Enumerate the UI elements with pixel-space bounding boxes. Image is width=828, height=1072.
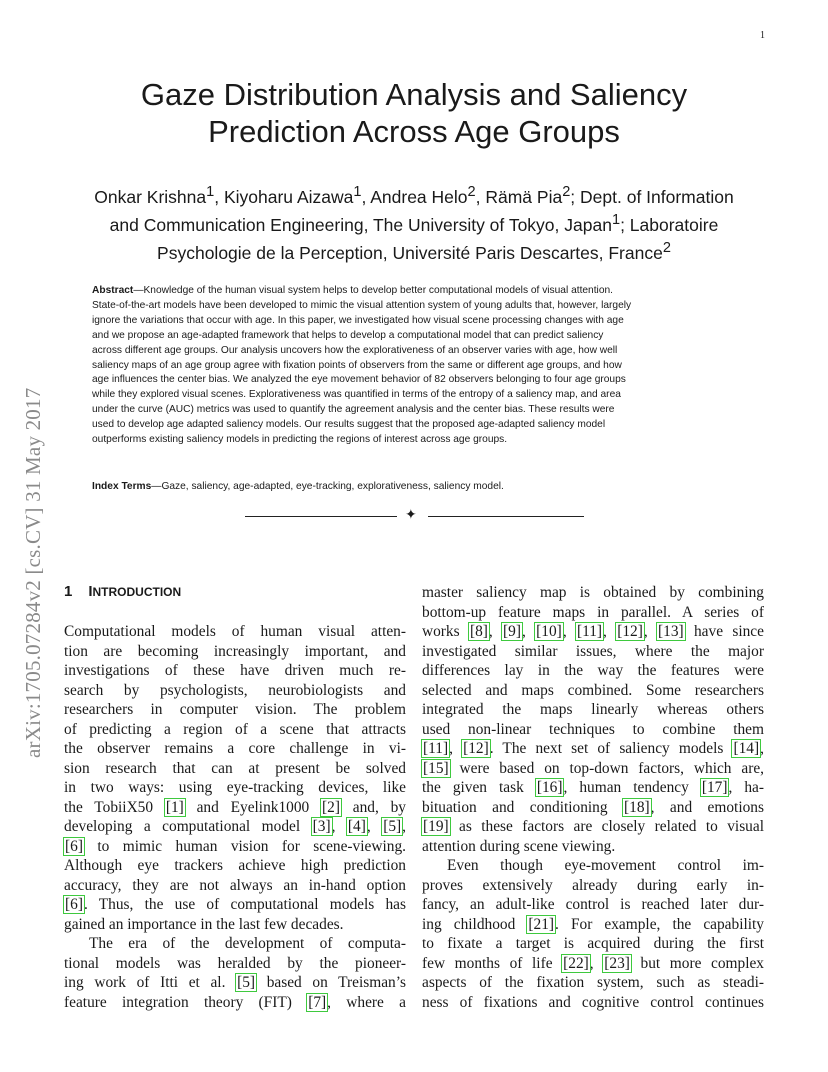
body-text: ing childhood bbox=[422, 915, 528, 933]
body-text: as these factors are closely related to visual bbox=[449, 818, 764, 835]
body-text-line bbox=[64, 661, 406, 681]
body-text: . The next set of saliency models bbox=[489, 740, 733, 757]
body-text: differences lay in the way the features were bbox=[422, 662, 764, 679]
citation-link[interactable]: [16] bbox=[536, 779, 563, 796]
citation-link[interactable]: [18] bbox=[624, 798, 650, 816]
abstract-line: age influences the center bias. We analyzed the eye movement behavior of 82 observers belonging to four age groups bbox=[92, 374, 626, 386]
body-text-line bbox=[422, 954, 764, 974]
body-text-line bbox=[422, 934, 764, 954]
body-text: , bbox=[603, 623, 617, 640]
body-text: in two ways: using eye-tracking devices, like bbox=[64, 779, 406, 796]
abstract-line: used to develop age adapted saliency models. Our results suggest that the proposed age-adapted saliency model bbox=[92, 419, 606, 431]
body-text: proves extensively already during early in- bbox=[422, 876, 764, 894]
body-text: feature integration theory (FIT) bbox=[64, 993, 308, 1011]
citation-link[interactable]: [9] bbox=[503, 623, 521, 640]
section-divider bbox=[245, 507, 584, 523]
body-text: Computational models of human visual atten- bbox=[64, 623, 406, 640]
citation-link[interactable]: [15] bbox=[423, 759, 449, 777]
citation-link[interactable]: [4] bbox=[347, 818, 366, 835]
body-text: , ha- bbox=[728, 779, 764, 796]
divider-line bbox=[245, 516, 397, 517]
body-text-line bbox=[422, 759, 764, 779]
citation-link[interactable]: [19] bbox=[423, 818, 449, 835]
abstract-line: saliency maps of an age group agree with fixation points of observers from the same or different age groups, and how bbox=[92, 359, 622, 371]
body-text: , bbox=[562, 623, 576, 640]
abstract-line: under the curve (AUC) metrics was used to quantify the agreement analysis and the center bias. These results were bbox=[92, 404, 615, 416]
body-text: , bbox=[402, 818, 406, 835]
body-text: aspects of the fixation system, such as steadi- bbox=[422, 974, 764, 991]
body-text: The era of the development of computa- bbox=[89, 935, 406, 952]
citation-link[interactable]: [3] bbox=[312, 818, 331, 835]
citation-link[interactable]: [5] bbox=[383, 818, 402, 835]
section-number: 1 bbox=[64, 583, 73, 600]
section-title-initial: I bbox=[88, 583, 93, 600]
body-text: based on Treisman’s bbox=[256, 974, 407, 991]
body-text-line bbox=[64, 856, 406, 876]
body-text: of predicting a region of a scene that attracts bbox=[64, 720, 406, 738]
body-text: , bbox=[331, 818, 347, 835]
body-text-line bbox=[64, 700, 406, 720]
body-text-line bbox=[64, 622, 406, 642]
body-text-line bbox=[64, 681, 406, 701]
body-text: Although eye trackers achieve high prediction bbox=[64, 857, 406, 874]
body-text: investigated similar issues, where the major bbox=[422, 642, 764, 660]
body-text: , and emotions bbox=[650, 798, 764, 816]
citation-link[interactable]: [2] bbox=[322, 798, 340, 816]
citation-link[interactable]: [17] bbox=[701, 779, 728, 796]
body-text: Even though eye-movement control im- bbox=[447, 857, 764, 874]
abstract bbox=[92, 284, 742, 448]
body-text: and, by bbox=[340, 798, 407, 816]
index-terms-text: —Gaze, saliency, age-adapted, eye-tracking, explorativeness, saliency model. bbox=[151, 481, 504, 492]
body-text-line bbox=[64, 993, 406, 1013]
body-text-line bbox=[422, 622, 764, 642]
body-text: accuracy, they are not always an in-hand option bbox=[64, 876, 406, 894]
citation-link[interactable]: [14] bbox=[733, 740, 760, 757]
right-column bbox=[422, 583, 764, 1012]
body-text: to mimic human vision for scene-viewing. bbox=[83, 837, 406, 855]
body-text: , bbox=[760, 740, 764, 757]
index-terms-label: Index Terms bbox=[92, 481, 152, 492]
abstract-line: and we propose an age-adapted framework that helps to develop a computational model that can predict saliency bbox=[92, 329, 604, 341]
body-text: tion are becoming increasingly important, and bbox=[64, 642, 406, 660]
abstract-line: ignore the variations that occur with age. In this paper, we investigated how visual scene processing changes with age bbox=[92, 314, 624, 326]
abstract-line: across different age groups. Our analysis uncovers how the explorativeness of an observer varies with age, how well bbox=[92, 344, 618, 356]
body-text: . Thus, the use of computational models has bbox=[83, 896, 406, 913]
citation-link[interactable]: [11] bbox=[423, 740, 449, 757]
body-text: , bbox=[366, 818, 383, 835]
body-text-line bbox=[64, 720, 406, 740]
body-text-line bbox=[422, 778, 764, 798]
citation-link[interactable]: [22] bbox=[563, 954, 589, 972]
body-text: investigations of these have driven much re- bbox=[64, 662, 406, 679]
paper-title bbox=[64, 76, 764, 150]
body-text-line bbox=[64, 817, 406, 837]
body-text: search by psychologists, neurobiologists and bbox=[64, 681, 406, 699]
citation-link[interactable]: [10] bbox=[536, 623, 562, 640]
body-text: researchers in computer vision. The problem bbox=[64, 701, 406, 718]
body-text: ing work of Itti et al. bbox=[64, 974, 237, 991]
page-number: 1 bbox=[760, 30, 765, 41]
body-text-line bbox=[422, 837, 764, 857]
author-line: Onkar Krishna$^1$, Kiyoharu Aizawa$^1$, Andrea Helo$^2$, Rämä Pia$^2$; Dept. of Information bbox=[94, 184, 734, 207]
citation-link[interactable]: [1] bbox=[165, 798, 184, 816]
body-text: attention during scene viewing. bbox=[422, 837, 616, 855]
body-text-line bbox=[422, 603, 764, 623]
body-text: , bbox=[488, 623, 503, 640]
body-text: bituation and conditioning bbox=[422, 798, 623, 816]
body-text-line bbox=[422, 856, 764, 876]
section-heading bbox=[64, 583, 181, 600]
body-text-line bbox=[64, 798, 406, 818]
body-text-line bbox=[422, 876, 764, 896]
divider-star-icon: ✦ bbox=[405, 507, 417, 523]
citation-link[interactable]: [7] bbox=[308, 993, 327, 1011]
body-text-line bbox=[422, 642, 764, 662]
body-text-line bbox=[64, 954, 406, 974]
body-text-line bbox=[422, 973, 764, 993]
body-text-line bbox=[64, 642, 406, 662]
body-text: selected and maps combined. Some researchers bbox=[422, 681, 764, 699]
body-text: , bbox=[643, 623, 658, 640]
abstract-line: while they explored visual scenes. Explorativeness was quantified in terms of the entropy of a saliency map, and area bbox=[92, 389, 621, 401]
citation-link[interactable]: [12] bbox=[617, 623, 643, 640]
body-text: , bbox=[589, 954, 604, 972]
body-text: master saliency map is obtained by combining bbox=[422, 584, 764, 601]
body-text-line bbox=[64, 837, 406, 857]
body-text: , bbox=[522, 623, 536, 640]
abstract-line: —Knowledge of the human visual system helps to develop better computational models of visual attention. bbox=[133, 285, 613, 296]
body-text: the observer remains a core challenge in vi- bbox=[64, 740, 406, 757]
body-text: used non-linear techniques to combine them bbox=[422, 720, 764, 738]
body-text: developing a computational model bbox=[64, 818, 312, 835]
body-text: and Eyelink1000 bbox=[184, 798, 322, 816]
citation-link[interactable]: [23] bbox=[604, 954, 630, 972]
title-line: Prediction Across Age Groups bbox=[208, 114, 620, 149]
citation-link[interactable]: [21] bbox=[528, 915, 555, 933]
body-text: . For example, the capability bbox=[555, 915, 764, 933]
divider-line bbox=[428, 516, 584, 517]
title-line: Gaze Distribution Analysis and Saliency bbox=[140, 77, 688, 112]
body-text-line bbox=[64, 934, 406, 954]
abstract-line: State-of-the-art models have been developed to mimic the visual attention system of young adults that, however, largely bbox=[92, 299, 632, 311]
body-text-line bbox=[422, 915, 764, 935]
left-column bbox=[64, 622, 406, 1012]
citation-link[interactable]: [6] bbox=[65, 837, 83, 855]
body-text-line bbox=[422, 583, 764, 603]
body-text: works bbox=[422, 623, 469, 640]
body-text-line bbox=[422, 817, 764, 837]
body-text: sion research that can at present be solved bbox=[64, 759, 406, 777]
body-text: integrated the maps linearly whereas others bbox=[422, 701, 764, 718]
body-text: , bbox=[449, 740, 463, 757]
body-text-line bbox=[422, 798, 764, 818]
body-text-line bbox=[64, 895, 406, 915]
body-text-line bbox=[422, 700, 764, 720]
body-text: gained an importance in the last few decades. bbox=[64, 915, 344, 933]
index-terms bbox=[92, 481, 742, 492]
body-text-line bbox=[64, 876, 406, 896]
body-text-line bbox=[422, 681, 764, 701]
arxiv-stamp: arXiv:1705.07284v2 [cs.CV] 31 May 2017 bbox=[21, 387, 45, 758]
abstract-line: outperforms existing saliency models in predicting the regions of interest across age groups. bbox=[92, 434, 508, 446]
body-text: bottom-up feature maps in parallel. A series of bbox=[422, 603, 764, 621]
citation-link[interactable]: [12] bbox=[463, 740, 489, 757]
body-text-line bbox=[64, 778, 406, 798]
body-text: fancy, an adult-like control is reached later dur- bbox=[422, 896, 764, 913]
body-text-line bbox=[64, 739, 406, 759]
body-text: have since bbox=[684, 623, 764, 640]
body-text: to fixate a target is acquired during the first bbox=[422, 935, 764, 952]
body-text: were based on top-down factors, which are, bbox=[449, 759, 764, 777]
abstract-label: Abstract bbox=[92, 285, 134, 296]
body-text-line bbox=[64, 759, 406, 779]
author-line: and Communication Engineering, The University of Tokyo, Japan$^1$; Laboratoire bbox=[109, 211, 719, 235]
citation-link[interactable]: [13] bbox=[658, 623, 684, 640]
body-text-line bbox=[422, 993, 764, 1013]
body-text: the given task bbox=[422, 779, 536, 796]
body-text-line bbox=[64, 973, 406, 993]
author-block bbox=[40, 181, 788, 264]
body-text-line bbox=[422, 895, 764, 915]
body-text: tional models was heralded by the pioneer- bbox=[64, 954, 406, 972]
citation-link[interactable]: [5] bbox=[237, 974, 256, 991]
body-text-line bbox=[422, 739, 764, 759]
body-text: , human tendency bbox=[563, 779, 701, 796]
section-title-rest: NTRODUCTION bbox=[92, 585, 182, 599]
body-text: ness of fixations and cognitive control continues bbox=[422, 993, 764, 1011]
body-text-line bbox=[422, 661, 764, 681]
body-text: few months of life bbox=[422, 954, 563, 972]
body-text-line bbox=[64, 915, 406, 935]
body-text-line bbox=[422, 720, 764, 740]
citation-link[interactable]: [6] bbox=[65, 896, 83, 913]
citation-link[interactable]: [11] bbox=[576, 623, 603, 640]
body-text: but more complex bbox=[630, 954, 764, 972]
body-text: the TobiiX50 bbox=[64, 798, 165, 816]
citation-link[interactable]: [8] bbox=[469, 623, 488, 640]
author-line: Psychologie de la Perception, Université Paris Descartes, France$^2$ bbox=[157, 239, 671, 263]
body-text: , where a bbox=[327, 993, 406, 1011]
